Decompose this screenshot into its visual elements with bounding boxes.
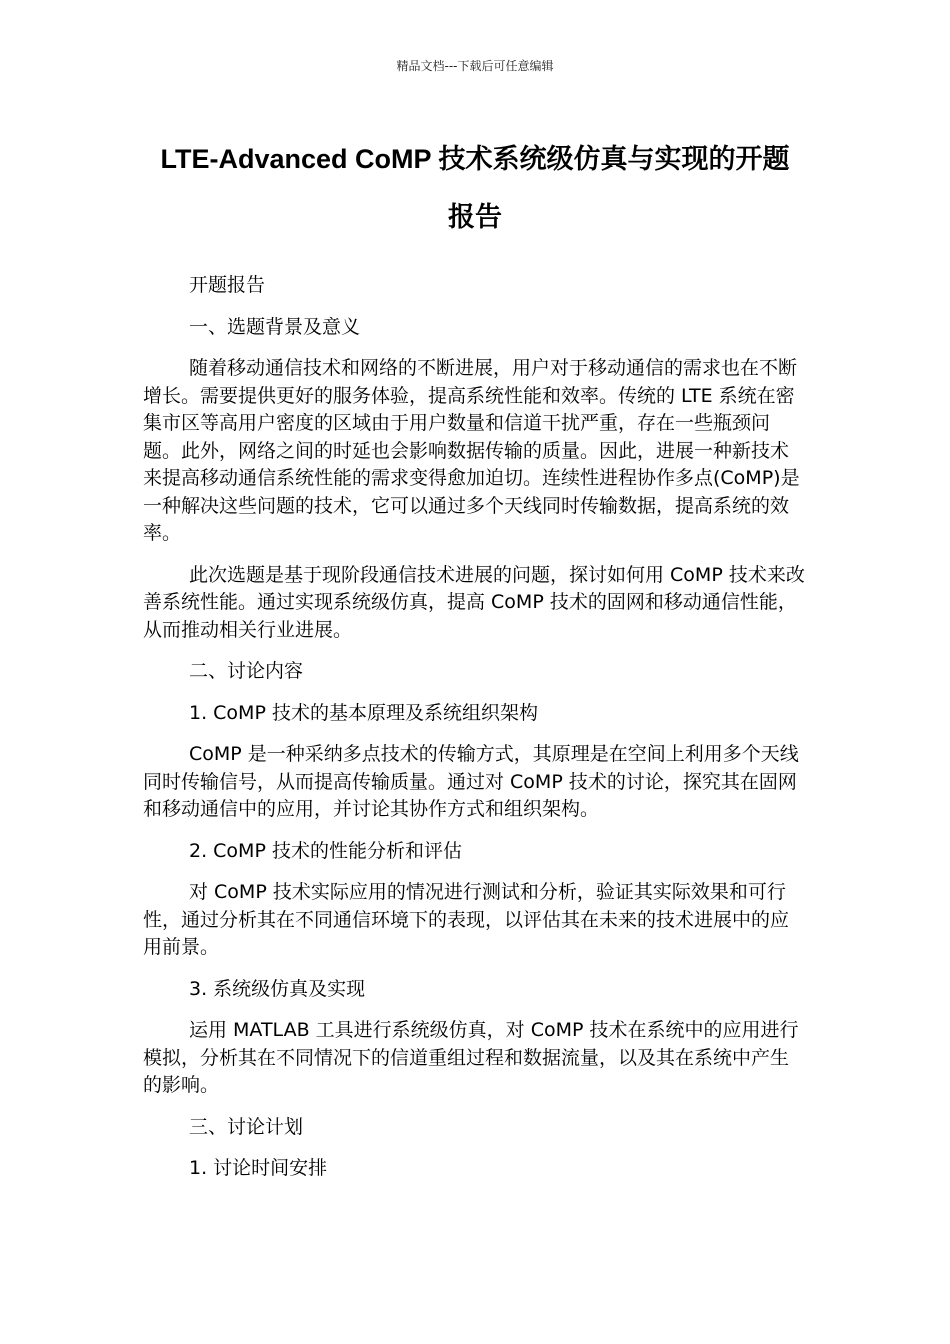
header-note: 精品文档---下载后可任意编辑 [396,59,554,73]
paragraph-performance: 对 CoMP 技术实际应用的情况进行测试和分析，验证其实际效果和可行性，通过分析其在不同通信环境下的表现，以评估其在未来的技术进展中的应用前景。 [143,881,790,958]
document-title-line-1: LTE-Advanced CoMP 技术系统级仿真与实现的开题 [160,144,790,174]
section-label: 开题报告 [189,274,266,296]
section-heading-plan: 三、讨论计划 [189,1115,304,1138]
subheading-performance: 2. CoMP 技术的性能分析和评估 [189,839,462,862]
document-title-line-2: 报告 [448,202,502,232]
subheading-schedule: 1. 讨论时间安排 [189,1157,328,1179]
paragraph-background: 随着移动通信技术和网络的不断进展，用户对于移动通信的需求也在不断增长。需要提供更好的服务体验，提高系统性能和效率。传统的 LTE 系统在密集市区等高用户密度的区域由于用户数量和信道干扰严重，存在一些瓶颈问题。此外，网络之间的时延也会影响数据传输的质量。因此，进展一种新技术来提高移动通信系统性能的需求变得愈加迫切。连续性进程协作多点(CoMP)是一种解决这些问题的技术，它可以通过多个天线同时传输数据，提高系统的效率。 [143,357,800,544]
section-heading-background: 一、选题背景及意义 [189,315,361,338]
subheading-simulation: 3. 系统级仿真及实现 [189,977,366,1000]
paragraph-topic: 此次选题是基于现阶段通信技术进展的问题，探讨如何用 CoMP 技术来改善系统性能。通过实现系统级仿真，提高 CoMP 技术的固网和移动通信性能，从而推动相关行业进展。 [143,563,805,641]
document-body [143,272,807,1197]
document-title [140,130,810,246]
paragraph-principle: CoMP 是一种采纳多点技术的传输方式，其原理是在空间上利用多个天线同时传输信号，从而提高传输质量。通过对 CoMP 技术的讨论，探究其在固网和移动通信中的应用，并讨论其协作方式和组织架构。 [143,743,799,820]
section-heading-content: 二、讨论内容 [189,660,304,682]
paragraph-simulation: 运用 MATLAB 工具进行系统级仿真，对 CoMP 技术在系统中的应用进行模拟，分析其在不同情况下的信道重组过程和数据流量，以及其在系统中产生的影响。 [143,1019,799,1096]
subheading-principle: 1. CoMP 技术的基本原理及系统组织架构 [189,701,538,724]
